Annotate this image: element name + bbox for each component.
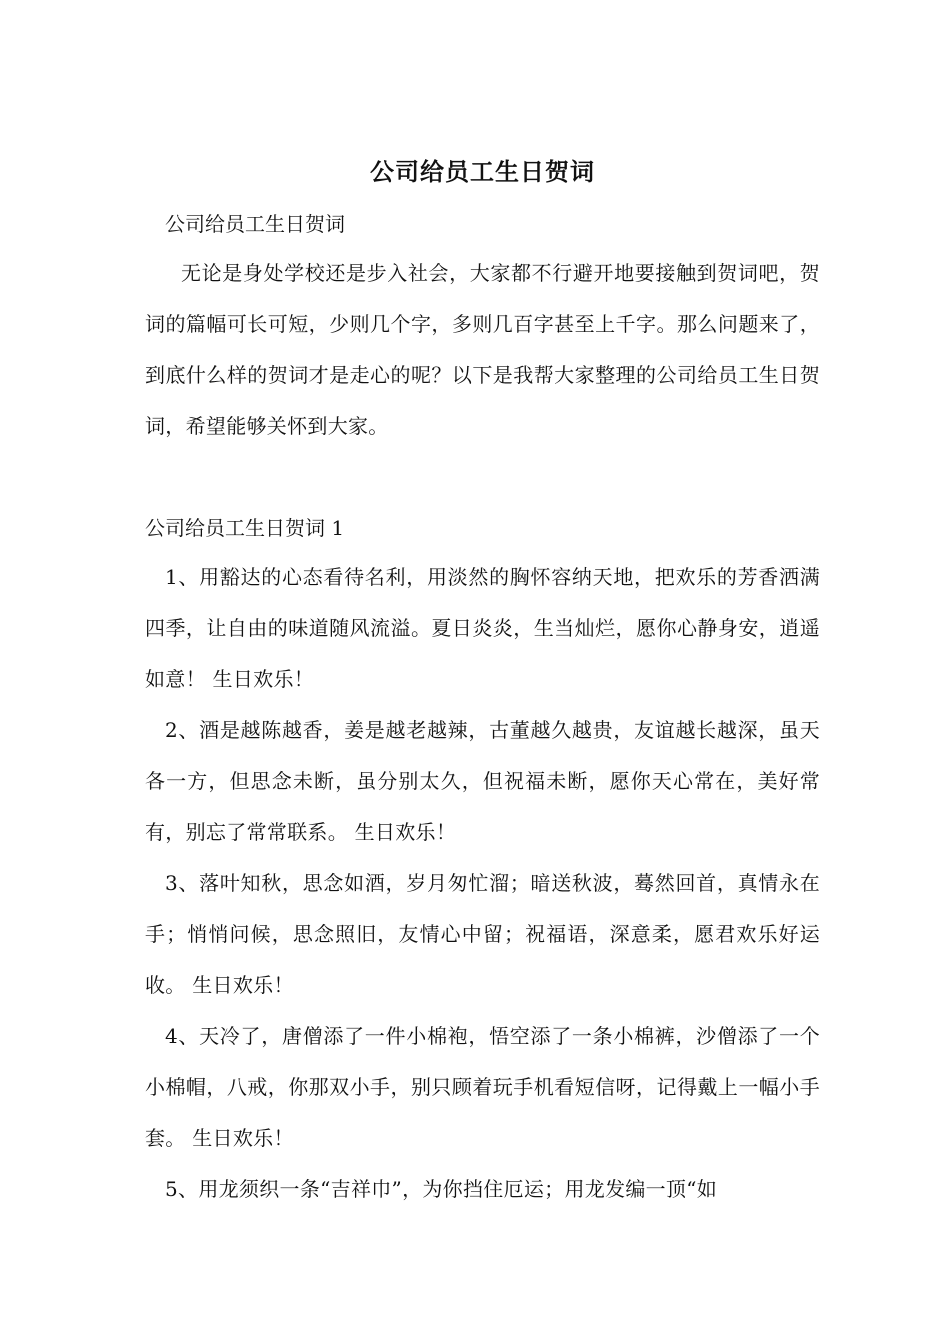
section-heading: 公司给员工生日贺词 1	[145, 516, 345, 540]
document-subtitle: 公司给员工生日贺词	[165, 212, 345, 236]
greeting-item-1: 1、用豁达的心态看待名利，用淡然的胸怀容纳天地，把欢乐的芳香洒满四季，让自由的味道随风流溢。夏日炎炎，生当灿烂，愿你心静身安，逍遥如意！ 生日欢乐！	[145, 565, 820, 691]
document-body	[145, 148, 820, 1215]
intro-paragraph: 无论是身处学校还是步入社会，大家都不行避开地要接触到贺词吧，贺词的篇幅可长可短，少则几个字，多则几百字甚至上千字。那么问题来了，到底什么样的贺词才是走心的呢？以下是我帮大家整理的公司给员工生日贺词，希望能够关怀到大家。	[145, 261, 820, 438]
document-title: 公司给员工生日贺词	[370, 157, 595, 186]
greeting-item-3: 3、落叶知秋，思念如酒，岁月匆忙溜；暗送秋波，蓦然回首，真情永在手；悄悄问候，思念照旧，友情心中留；祝福语，深意柔，愿君欢乐好运收。 生日欢乐！	[145, 871, 820, 997]
greeting-item-4: 4、天冷了，唐僧添了一件小棉袍，悟空添了一条小棉裤，沙僧添了一个小棉帽，八戒，你那双小手，别只顾着玩手机看短信呀，记得戴上一幅小手套。 生日欢乐！	[145, 1024, 820, 1150]
greeting-item-5: 5、用龙须织一条“吉祥巾”，为你挡住厄运；用龙发编一顶“如	[165, 1177, 718, 1201]
greeting-item-2: 2、酒是越陈越香，姜是越老越辣，古董越久越贵，友谊越长越深，虽天各一方，但思念未断，虽分别太久，但祝福未断，愿你天心常在，美好常有，别忘了常常联系。 生日欢乐！	[145, 718, 820, 844]
